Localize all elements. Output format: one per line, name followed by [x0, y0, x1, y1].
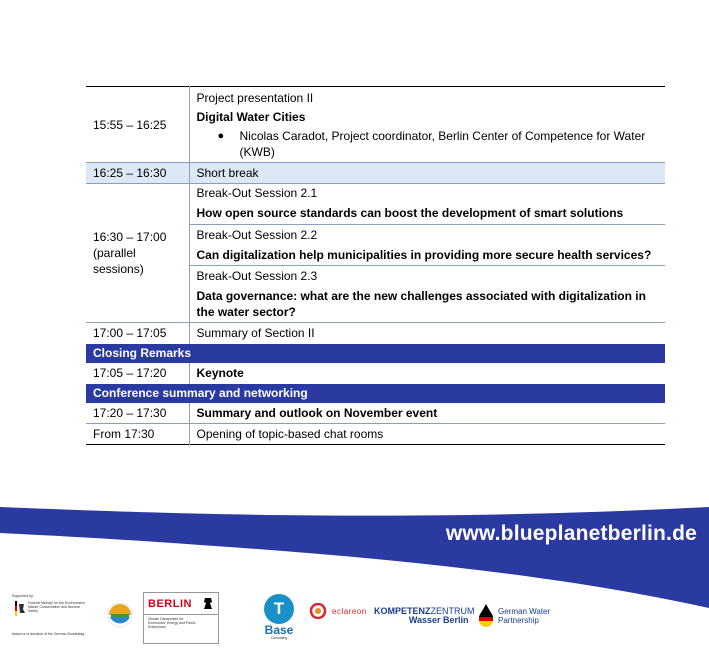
table-row [86, 424, 665, 445]
table-row [86, 403, 665, 424]
content-cell [189, 87, 665, 163]
eclareon-wordmark: eclareon [332, 606, 367, 616]
footer-wave [0, 505, 709, 610]
website-url[interactable]: www.blueplanetberlin.de [445, 522, 697, 545]
time-cell [86, 184, 189, 323]
tbase-circle [264, 594, 294, 624]
content-cell: Keynote [196, 366, 244, 380]
table-row [86, 323, 665, 344]
session-title: Data governance: what are the new challenges associated with digitalization in the water sector? [196, 289, 646, 319]
content-cell: Short break [196, 166, 259, 180]
breakout-session [190, 265, 666, 322]
table-row [86, 163, 665, 184]
tbase-letter: T [273, 599, 285, 618]
time-cell: 15:55 – 16:25 [86, 87, 189, 163]
content-cell: Summary and outlook on November event [196, 405, 438, 420]
bmu-name: Federal Ministry for the Environment, Nature Conservation and Nuclear Safety [28, 601, 86, 613]
bear-icon [202, 597, 214, 611]
supported-by-label: Supported by: [12, 594, 34, 598]
speaker-text: Nicolas Caradot, Project coordinator, Berlin Center of Competence for Water (KWB) [239, 129, 646, 159]
content-cell [189, 184, 665, 323]
time-text: 16:30 – 17:00 [93, 230, 167, 244]
session-label: Project presentation II [196, 91, 314, 105]
time-cell: 17:05 – 17:20 [86, 363, 189, 384]
gwp-name [498, 607, 562, 625]
tbase-sub: Consulting [270, 636, 288, 640]
breakout-session [190, 184, 666, 224]
speaker-bullet [197, 128, 666, 160]
section-band [86, 384, 665, 403]
section-band-title: Closing Remarks [86, 344, 665, 363]
section-band [86, 344, 665, 363]
bmu-logo [12, 594, 102, 636]
session-label: Break-Out Session 2.3 [196, 269, 318, 283]
berlin-logo [143, 592, 219, 644]
table-row [86, 363, 665, 384]
exhibition-logo-icon [107, 602, 133, 628]
eclareon-logo [309, 603, 367, 619]
berlin-wordmark: BERLIN [148, 598, 192, 610]
time-cell: 17:20 – 17:30 [86, 403, 189, 424]
breakout-session [190, 224, 666, 265]
content-cell: Summary of Section II [196, 326, 315, 341]
tbase-logo [262, 594, 296, 640]
time-note: (parallel sessions) [93, 246, 144, 276]
session-title: Digital Water Cities [196, 110, 306, 124]
time-cell: 16:25 – 16:30 [86, 163, 189, 184]
bullet-icon: ● [217, 130, 225, 142]
german-eagle-icon [12, 601, 26, 617]
session-title: Can digitalization help municipalities in providing more secure health services? [196, 248, 652, 262]
table-row [86, 184, 665, 323]
gwp-logo [477, 603, 562, 629]
wasser-berlin-text: Wasser Berlin [408, 615, 469, 625]
table-row [86, 87, 665, 163]
tbase-name: Base [264, 623, 294, 637]
time-cell: 17:00 – 17:05 [86, 323, 189, 344]
water-drop-flag-icon [477, 603, 495, 629]
bmu-basis: based on a decision of the German Bundestag [12, 632, 85, 636]
gwp-text: German Water Partnership [498, 607, 551, 625]
zentrum-text: ZENTRUM [430, 606, 475, 616]
berlin-department: Senate Department for Economics, Energy and Public Enterprises [148, 617, 196, 629]
kompetenzzentrum-logo [374, 607, 475, 625]
content-cell: Opening of topic-based chat rooms [196, 427, 384, 441]
schedule-table [86, 86, 665, 445]
eclareon-swirl-icon [309, 603, 329, 619]
session-title: How open source standards can boost the development of smart solutions [196, 206, 624, 220]
section-band-title: Conference summary and networking [86, 384, 665, 403]
kompetenz-text: KOMPETENZ [374, 606, 431, 616]
session-label: Break-Out Session 2.2 [196, 228, 318, 242]
time-cell: From 17:30 [86, 424, 189, 445]
session-label: Break-Out Session 2.1 [196, 186, 318, 200]
